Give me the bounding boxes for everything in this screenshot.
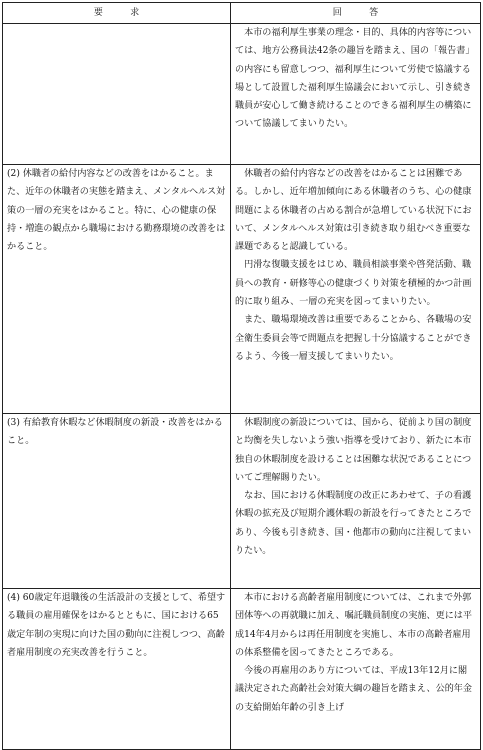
- answer-cell: [231, 414, 481, 589]
- request-text: (4) 60歳定年退職後の生活設計の支援として、希望する職員の雇用確保をはかるとともに、国における65歳定年制の実現に向けた国の動向に注視しつつ、高齢者雇用制度の充実改善を行うこと。: [7, 593, 226, 658]
- table-row: [3, 589, 481, 750]
- request-answer-table: [2, 2, 481, 750]
- request-text: (3) 有給教育休暇など休暇制度の新設・改善をはかること。: [7, 418, 223, 447]
- answer-paragraph: 休暇制度の新設については、国から、従前より国の制度と均衡を失しないよう強い指導を受けており、新たに本市独自の休暇制度を設けることは困難な状況であることについてご理解賜りたい。: [235, 418, 472, 483]
- request-cell: [3, 24, 231, 165]
- answer-cell: [231, 24, 481, 165]
- document-page: [2, 2, 480, 745]
- answer-paragraph: なお、国における休暇制度の改正にあわせて、子の看護休暇の拡充及び短期介護休暇の新設を行ってきたところであり、今後も引き続き、国・他都市の動向に注視してまいりたい。: [235, 491, 472, 557]
- answer-cell: [231, 589, 481, 750]
- answer-paragraph: また、職場環境改善は重要であることから、各職場の安全衛生委員会等で問題点を把握し十分協議することができるよう、今後一層支援してまいりたい。: [235, 315, 472, 362]
- request-cell: [3, 165, 231, 414]
- header-answer: 回 答: [231, 3, 481, 24]
- answer-cell: [231, 165, 481, 414]
- request-cell: [3, 589, 231, 750]
- table-header-row: [3, 3, 481, 24]
- header-request: 要 求: [3, 3, 231, 24]
- table-row: [3, 165, 481, 414]
- answer-paragraph: 円滑な復職支援をはじめ、職員相談事業や啓発活動、職員への教育・研修等心の健康づくり対策を積極的かつ計画的に取り組み、一層の充実を図ってまいりたい。: [235, 260, 472, 308]
- table-row: [3, 24, 481, 165]
- answer-paragraph: 今後の再雇用のあり方については、平成13年12月に閣議決定された高齢社会対策大綱の趣旨を踏まえ、公的年金の支給開始年齢の引き上げ: [235, 666, 472, 713]
- answer-paragraph: 本市の福利厚生事業の理念・目的、具体的内容等については、地方公務員法42条の趣旨を踏まえ、国の「報告書」の内容にも留意しつつ、福利厚生について労使で協議する場として設置した福利厚生協議会において示し、引き続き職員が安心して働き続けることのできる福利厚生の構築について協議してまいりたい。: [235, 28, 475, 130]
- answer-paragraph: 休職者の給付内容などの改善をはかることは困難である。しかし、近年増加傾向にある休職者のうち、心の健康問題による休職者の占める割合が急増している状況下において、メンタルヘルス対策は引き続き取り組むべき重要な課題であると認識している。: [235, 169, 472, 253]
- answer-paragraph: 本市における高齢者雇用制度については、これまで外郭団体等への再就職に加え、嘱託職員制度の実施、更には平成14年4月からは再任用制度を実施し、本市の高齢者雇用の体系整備を図ってきたところである。: [235, 593, 472, 658]
- table-row: [3, 414, 481, 589]
- request-text: (2) 休職者の給付内容などの改善をはかること。また、近年の休職者の実態を踏まえ、メンタルヘルス対策の一層の充実をはかること。特に、心の健康の保持・増進の観点から職場における勤務環境の改善をはかること。: [7, 169, 226, 253]
- request-cell: [3, 414, 231, 589]
